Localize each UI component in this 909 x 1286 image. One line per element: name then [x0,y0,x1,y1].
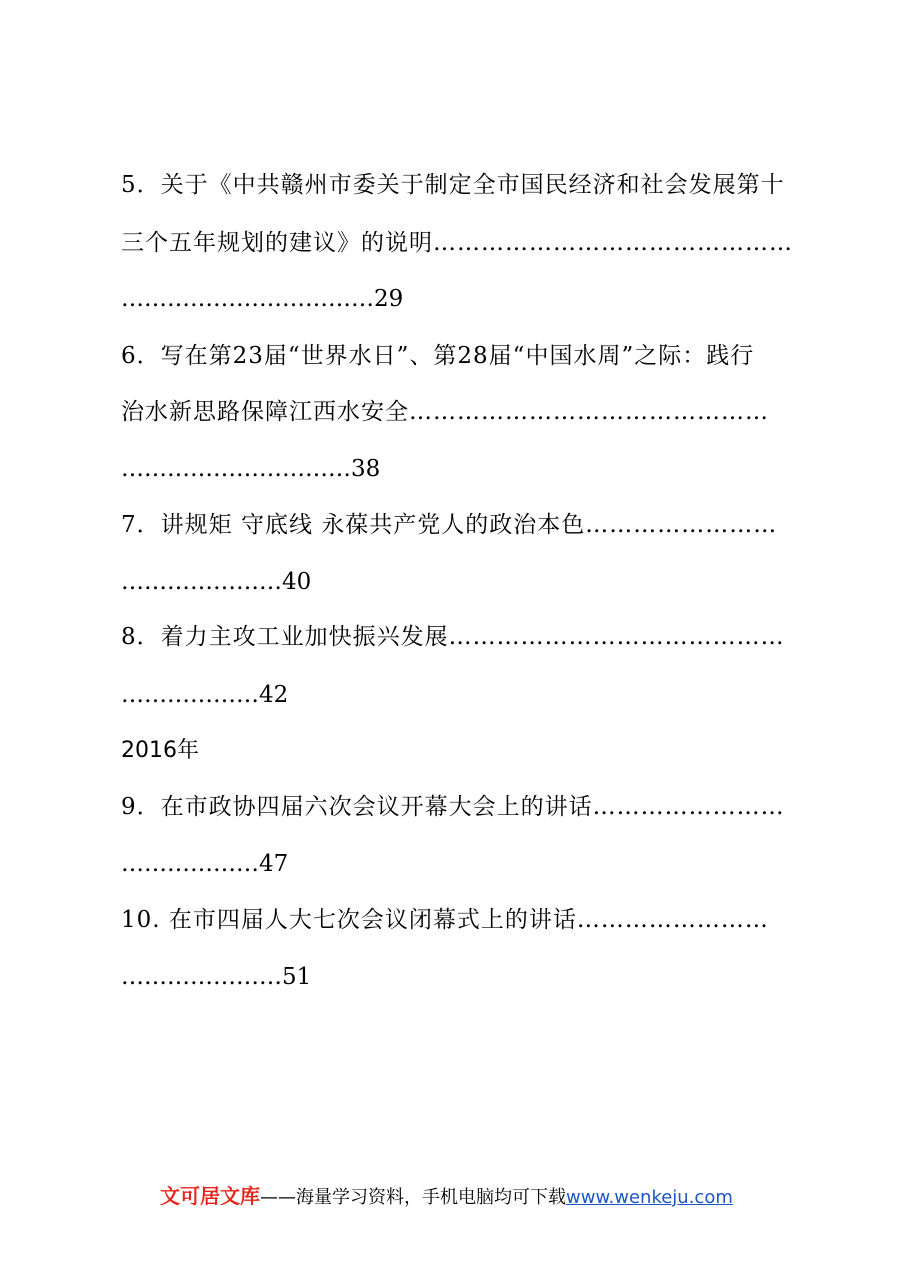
footer-slogan: ——海量学习资料，手机电脑均可下载 [260,1187,566,1208]
toc-entry-10-page: …………………51 [121,964,312,990]
toc-entry-5-line2: 三个五年规划的建议》的说明……………………………………… [121,230,793,256]
toc-entry-6-line2: 治水新思路保障江西水安全……………………………………… [121,399,769,425]
toc-entry-5-page: ……………………………29 [121,286,404,312]
footer-banner [160,1182,733,1212]
toc-entry-10-line1: 10. 在市四届人大七次会议闭幕式上的讲话…………………… [121,907,769,933]
brand-name: 文可居文库 [160,1184,260,1208]
toc-entry-6-line1: 6．写在第23届“世界水日”、第28届“中国水周”之际：践行 [121,343,755,369]
toc-entry-5-line1: 5．关于《中共赣州市委关于制定全市国民经济和社会发展第十 [121,172,785,198]
year-heading: 2016年 [121,738,199,763]
toc-entry-9-line1: 9．在市政协四届六次会议开幕大会上的讲话…………………… [121,794,785,820]
toc-entry-8-line1: 8．着力主攻工业加快振兴发展…………………………………… [121,624,785,650]
toc-entry-9-page: ………………47 [121,851,289,877]
toc-entry-8-page: ………………42 [121,682,289,708]
toc-entry-7-line1: 7．讲规矩 守底线 永葆共产党人的政治本色…………………… [121,512,778,538]
toc-entry-7-page: …………………40 [121,569,312,595]
website-link[interactable]: www.wenkeju.com [566,1187,733,1208]
toc-entry-6-page: …………………………38 [121,456,381,482]
